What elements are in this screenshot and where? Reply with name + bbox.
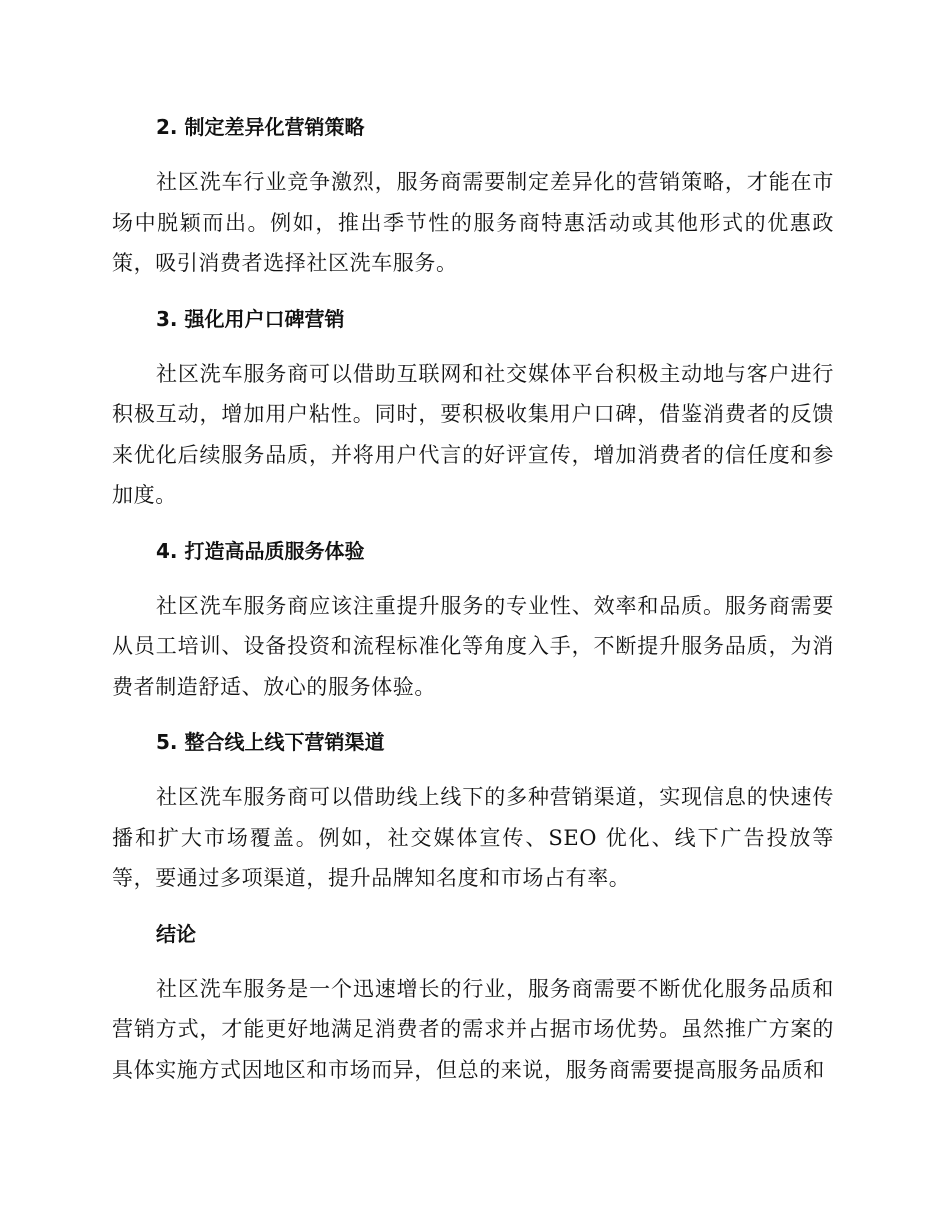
section-heading: 3. 强化用户口碑营销 [156, 306, 345, 331]
section-conclusion [112, 915, 834, 1091]
section-paragraph: 社区洗车服务是一个迅速增长的行业，服务商需要不断优化服务品质和营销方式，才能更好地满足消费者的需求并占据市场优势。虽然推广方案的具体实施方式因地区和市场而异，但总的来说，服务商需要提高服务品质和 [112, 976, 834, 1082]
section-service-experience [112, 532, 834, 708]
section-word-of-mouth [112, 300, 834, 516]
section-paragraph: 社区洗车服务商可以借助线上线下的多种营销渠道，实现信息的快速传播和扩大市场覆盖。例如，社交媒体宣传、SEO 优化、线下广告投放等等，要通过多项渠道，提升品牌知名度和市场占有率。 [112, 785, 834, 890]
section-differentiated-marketing [112, 108, 834, 284]
section-heading: 2. 制定差异化营销策略 [156, 115, 365, 139]
section-heading: 结论 [156, 921, 196, 946]
section-paragraph: 社区洗车服务商应该注重提升服务的专业性、效率和品质。服务商需要从员工培训、设备投资和流程标准化等角度入手，不断提升服务品质，为消费者制造舒适、放心的服务体验。 [112, 593, 834, 699]
section-paragraph: 社区洗车行业竞争激烈，服务商需要制定差异化的营销策略，才能在市场中脱颖而出。例如，推出季节性的服务商特惠活动或其他形式的优惠政策，吸引消费者选择社区洗车服务。 [112, 170, 834, 275]
section-heading: 5. 整合线上线下营销渠道 [156, 730, 385, 754]
document-body [112, 108, 834, 1106]
section-online-offline-channels [112, 723, 834, 899]
section-heading: 4. 打造高品质服务体验 [156, 538, 365, 563]
section-paragraph: 社区洗车服务商可以借助互联网和社交媒体平台积极主动地与客户进行积极互动，增加用户粘性。同时，要积极收集用户口碑，借鉴消费者的反馈来优化后续服务品质，并将用户代言的好评宣传，增加消费者的信任度和参加度。 [112, 361, 834, 507]
